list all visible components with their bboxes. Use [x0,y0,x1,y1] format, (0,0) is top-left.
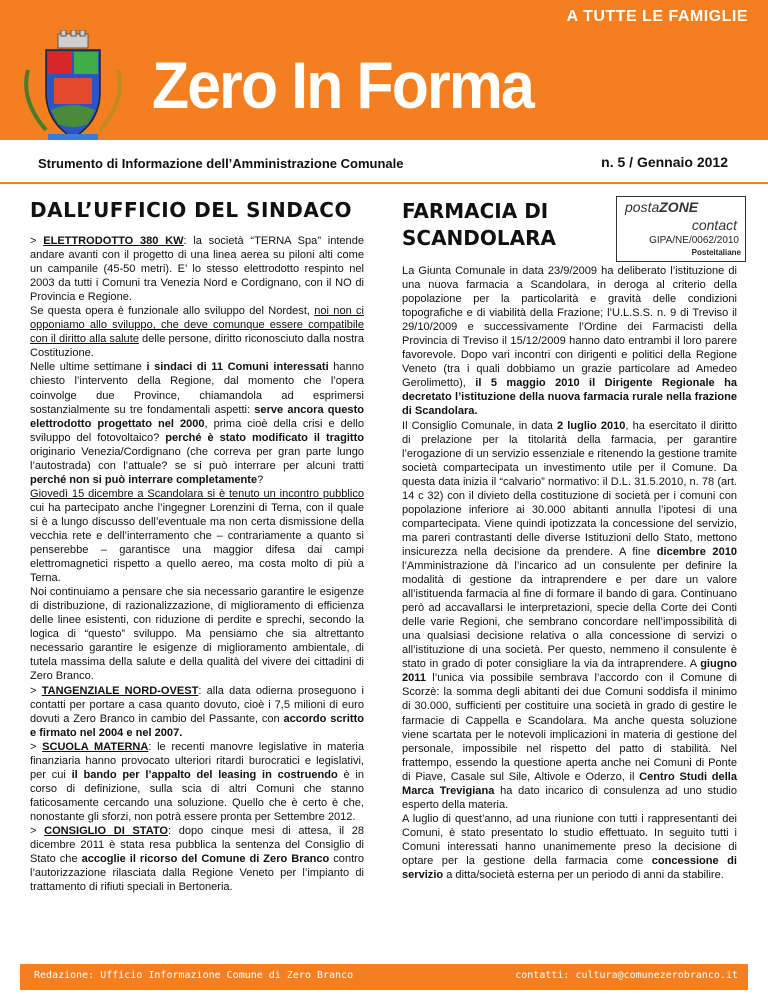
masthead-title: Zero In Forma [152,48,533,122]
postal-stamp: postaZONE contact GIPA/NE/0062/2010 Posteitaliane [616,196,746,262]
section-heading-sindaco: DALL’UFFICIO DEL SINDACO [30,198,352,222]
tagline: A TUTTE LE FAMIGLIE [566,8,748,25]
paragraph: > ELETTRODOTTO 380 KW: la società “TERNA Spa” intende andare avanti con il progetto di una linea aerea su piloni alti come un campanile (45-50 metri). E’ lo stesso elettrodotto respinto nel 2003 da tutti i Comuni tra Venezia Nord e Cordignano, con il NO di Provincia e Regione. [30,235,364,304]
paragraph: Il Consiglio Comunale, in data 2 luglio 2010, ha esercitato il diritto di prelazione per la titolarità della farmacia, per garantire l’erogazione di un servizio essenziale e ritenendo la gestione tramite società compartecipata un investimento utile per il Comune. Da questa data inizia il “calvario” normativo: il D.L. 31.5.2010, n. 78 (art. 14 c 32) con il divieto della costituzione di società per i comuni con popolazione inferiore ai 30.000 abitanti annulla l’ipotesi di una compartecipata. Viene quindi ipotizzata la concessione del servizio, ma pareri contrastanti delle diverse Istituzioni dello Stato, mettono insicurezza nella decisione da prendere. A fine dicembre 2010 l’Amministrazione dà l’incarico ad un consulente per definire la modalità di gestione da intraprendere e per dare un valore all’istituenda farmacia al fine di formare il bando di gara. Continuano però ad accavallarsi le interpretazioni, specie della Corte dei Conti delle varie Regioni, che sembrano concordare nell’impossibilità di una qualsiasi decisione relativa o alla concessione di servizi o all’istituzione di una società. Per questo, nemmeno il consulente è stato in grado di poter consigliare la via da intraprendere. A giugno 2011 l’unica via possibile sembrava l’accordo con il Comune di Scorzè: la somma degli abitanti dei due Comuni soddisfa il minimo di 30.000, sufficienti per costituire una società in grado di gestire le farmacie di Cappella e Scandolara. Ma anche questa soluzione viene scartata per le notevoli implicazioni in materia di gestione del personale, impossibile nel rispetto del patto di stabilità. Nel frattempo, essendo la questione aperta anche nei Comuni di Ponte di Piave, Casale sul Sile, Altivole e Oderzo, il Centro Studi della Marca Trevigiana ha dato incarico di consulenza ad uno studio esperto della materia. [402,419,738,811]
paragraph: Noi continuiamo a pensare che sia necessario garantire le esigenze di distribuzione, di razionalizzazione, di miglioramento di efficienza delle linee esistenti, con riduzione di perdite e sprechi, secondo la logica di “questo” sviluppo. Ma pensiamo che sia altrettanto necessario garantire le esigenze di miglioramento ambientale, di tutela massima della salute e della qualità del vivere dei cittadini di Zero Branco. [30,586,364,683]
subtitle: Strumento di Informazione dell’Amministrazione Comunale [38,156,404,171]
section-heading-farmacia: FARMACIA DI SCANDOLARA [402,199,557,250]
article-sindaco [30,234,364,894]
municipal-crest-icon [18,30,130,148]
paragraph: > CONSIGLIO DI STATO: dopo cinque mesi di attesa, il 28 dicembre 2011 è stata resa pubblica la sentenza del Consiglio di Stato che accoglie il ricorso del Comune di Zero Branco contro l’autorizzazione rilasciata dalla Regione Veneto per l’impianto di trattamento di rifiuti speciali in Bertoneria. [30,824,364,894]
paragraph: > SCUOLA MATERNA: le recenti manovre legislative in materia finanziaria hanno provocato ulteriori ritardi burocratici e legislativi, per cui il bando per l’appalto del leasing in costruendo è in corso di definizione, sulla scia di altri Comuni che stanno faticosamente cercando una soluzione. Quello che è certo è che, nonostante gli sforzi, non potrà essere pronta per Settembre 2012. [30,740,364,823]
paragraph: Giovedì 15 dicembre a Scandolara si è tenuto un incontro pubblico cui ha partecipato anche l’ingegner Lorenzini di Terna, con il quale si è a lungo discusso dell’eventuale ma non certa dismissione della vecchia rete e dell’interramento che – contrariamente a quanto si penserebbe – garantisce una maggior difesa dai campi elettromagnetici rispetto a quello aereo, ma costa molto di più a Terna. [30,487,364,585]
paragraph: > TANGENZIALE NORD-OVEST: alla data odierna proseguono i contatti per portare a casa quanto dovuto, cioè i 7,5 milioni di euro dovuti a Zero Branco in cambio del Passante, con accordo scritto e firmato nel 2004 e nel 2007. [30,684,364,739]
footer-contact-link[interactable]: contatti: cultura@comunezerobranco.it [515,970,738,981]
paragraph: La Giunta Comunale in data 23/9/2009 ha deliberato l’istituzione di una nuova farmacia a Scandolara, in deroga al criterio della popolazione per la particolarità e gravità delle condizioni topografiche e di viabilità della Frazione; l’U.L.S.S. n. 9 di Treviso il 29/10/2009 e successivamente l’Ordine dei Farmacisti della Provincia di Treviso il 15/12/2009 hanno dato entrambi il loro parere favorevole. Dopo vari incontri con dirigenti e politici della Regione Veneto (tra i quali dobbiamo un grazie particolare ad Amedeo Gerolimetto), il 5 maggio 2010 il Dirigente Regionale ha decretato l’istituzione della nuova farmacia rurale nella frazione di Scandolara. [402,265,737,418]
issue-number: n. 5 / Gennaio 2012 [601,154,728,170]
footer-editorial: Redazione: Ufficio Informazione Comune di Zero Branco [34,970,354,981]
paragraph: Nelle ultime settimane i sindaci di 11 Comuni interessati hanno chiesto l’intervento della Regione, dal momento che l’opera coinvolge due Province, chiamandola ad esprimersi sostanzialmente su tre fondamentali aspetti: serve ancora questo elettrodotto progettato nel 2000, prima cioè della crisi e dello sviluppo del fotovoltaico? perché è stato modificato il tragitto originario Venezia/Cordignano (che correva per gran parte lungo l’autostrada) con l’attuale? se si può interrare per alcuni tratti perché non si può interrare completamente? [30,361,364,486]
paragraph: Se questa opera è funzionale allo sviluppo del Nordest, noi non ci opponiamo allo sviluppo, che deve comunque essere compatibile con il diritto alla salute delle persone, diritto riconosciuto dalla nostra Costituzione. [30,305,365,360]
paragraph: A luglio di quest’anno, ad una riunione con tutti i rappresentanti dei Comuni, è stato presentato lo studio effettuato. In seguito tutti i Comuni interessati hanno unanimemente preso la decisione di optare per la gestione della farmacia come concessione di servizio a ditta/società esterna per un periodo di anni da stabilire. [402,812,737,882]
article-farmacia [402,264,737,882]
